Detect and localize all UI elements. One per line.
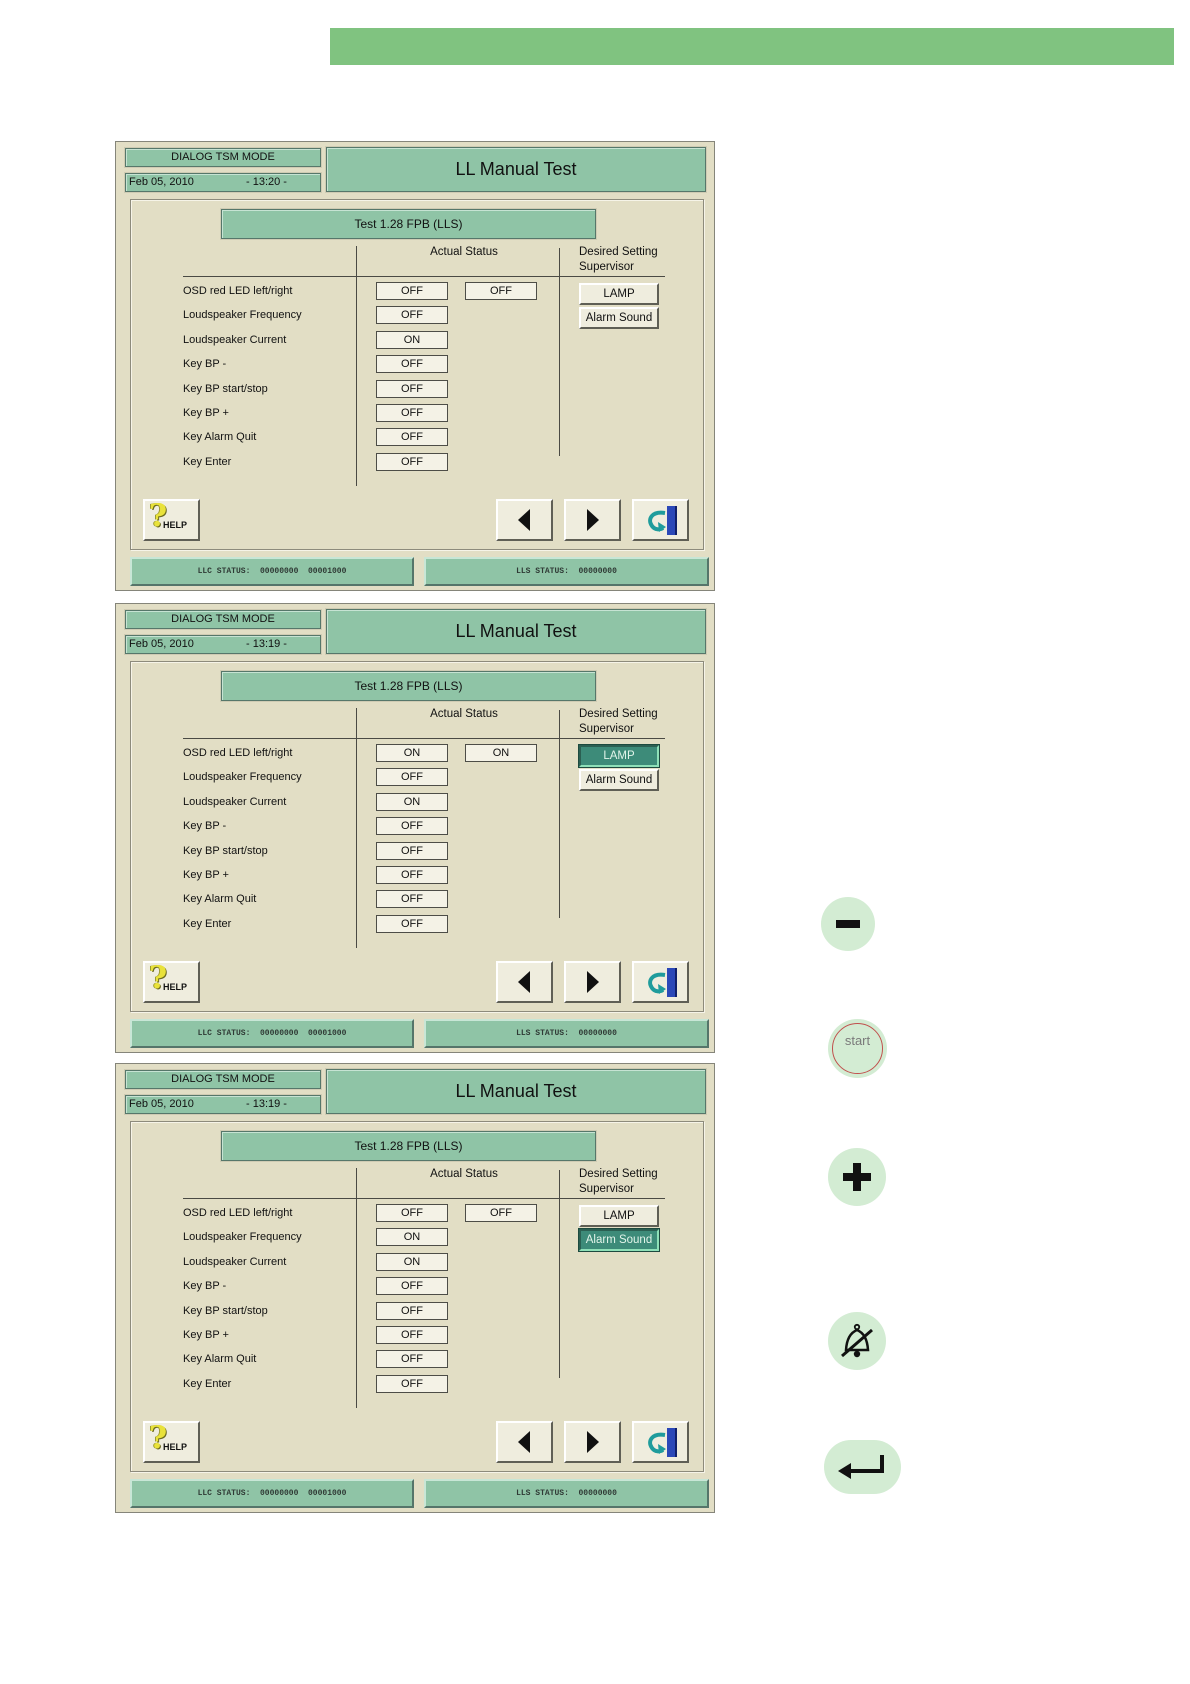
test-label: Test 1.28 FPB (LLS) <box>221 209 596 239</box>
lamp-button[interactable]: LAMP <box>579 283 659 305</box>
desired-setting-header: Desired Setting <box>579 708 658 720</box>
row-label: Key BP + <box>183 1329 229 1341</box>
actual-status-value: OFF <box>376 428 448 446</box>
previous-button[interactable] <box>496 961 553 1003</box>
actual-status-value: OFF <box>376 355 448 373</box>
alarm-sound-button[interactable]: Alarm Sound <box>579 769 659 791</box>
alarm-quit-key-icon <box>828 1312 886 1370</box>
supervisor-header: Supervisor <box>579 1183 634 1195</box>
llc-status-bar: LLC STATUS: 00000000 00001000 <box>130 1479 414 1508</box>
column-divider <box>559 1170 560 1378</box>
actual-status-value: OFF <box>376 380 448 398</box>
test-label: Test 1.28 FPB (LLS) <box>221 1131 596 1161</box>
help-button[interactable] <box>143 499 200 541</box>
previous-button[interactable] <box>496 499 553 541</box>
row-label: OSD red LED left/right <box>183 1207 293 1219</box>
alarm-sound-button[interactable]: Alarm Sound <box>579 307 659 329</box>
mode-indicator: DIALOG TSM MODE <box>125 610 321 629</box>
minus-key-icon <box>821 897 875 951</box>
next-button[interactable] <box>564 1421 621 1463</box>
actual-status-value: OFF <box>376 1302 448 1320</box>
arrow-left-icon <box>498 963 551 1001</box>
column-divider <box>356 246 357 486</box>
actual-status-header: Actual Status <box>430 246 498 258</box>
row-label: Key Alarm Quit <box>183 893 257 905</box>
header-divider <box>183 276 665 277</box>
row-label: OSD red LED left/right <box>183 747 293 759</box>
llc-status-bar: LLC STATUS: 00000000 00001000 <box>130 557 414 586</box>
exit-button[interactable] <box>632 1421 689 1463</box>
row-label: Key Enter <box>183 456 232 468</box>
actual-status-value: OFF <box>376 915 448 933</box>
actual-status-value: OFF <box>376 768 448 786</box>
row-label: Key Alarm Quit <box>183 431 257 443</box>
actual-status-value-2: OFF <box>465 1204 537 1222</box>
arrow-left-icon <box>498 501 551 539</box>
row-label: Key BP start/stop <box>183 1305 268 1317</box>
actual-status-value: OFF <box>376 1350 448 1368</box>
exit-door-icon <box>634 1423 687 1461</box>
actual-status-value: OFF <box>376 842 448 860</box>
page-header-bar <box>330 28 1174 65</box>
row-label: Key BP start/stop <box>183 383 268 395</box>
actual-status-value-2: OFF <box>465 282 537 300</box>
time-text: - 13:19 - <box>246 638 287 650</box>
start-key-ring <box>832 1023 883 1074</box>
supervisor-header: Supervisor <box>579 261 634 273</box>
mode-indicator: DIALOG TSM MODE <box>125 148 321 167</box>
actual-status-value: ON <box>376 744 448 762</box>
actual-status-value: ON <box>376 331 448 349</box>
mode-indicator: DIALOG TSM MODE <box>125 1070 321 1089</box>
row-label: Loudspeaker Frequency <box>183 309 302 321</box>
row-label: Key BP start/stop <box>183 845 268 857</box>
enter-key-icon <box>824 1440 901 1494</box>
screen-panel <box>115 1063 715 1513</box>
arrow-left-icon <box>498 1423 551 1461</box>
screen-title: LL Manual Test <box>326 147 706 192</box>
row-label: Key BP - <box>183 820 227 832</box>
actual-status-value: OFF <box>376 282 448 300</box>
column-divider <box>559 248 560 456</box>
supervisor-header: Supervisor <box>579 723 634 735</box>
date-text: Feb 05, 2010 <box>129 176 194 188</box>
row-label: Loudspeaker Frequency <box>183 771 302 783</box>
screen-panel <box>115 603 715 1053</box>
llc-status-bar: LLC STATUS: 00000000 00001000 <box>130 1019 414 1048</box>
row-label: Loudspeaker Current <box>183 334 287 346</box>
row-label: Key Enter <box>183 1378 232 1390</box>
row-label: Key BP + <box>183 407 229 419</box>
row-label: Key Alarm Quit <box>183 1353 257 1365</box>
actual-status-value: OFF <box>376 817 448 835</box>
start-key-label: start <box>844 1033 871 1048</box>
arrow-right-icon <box>566 963 619 1001</box>
desired-setting-header: Desired Setting <box>579 246 658 258</box>
header-divider <box>183 1198 665 1199</box>
row-label: Key BP - <box>183 1280 227 1292</box>
previous-button[interactable] <box>496 1421 553 1463</box>
actual-status-value: ON <box>376 1228 448 1246</box>
plus-key-icon <box>828 1148 886 1206</box>
actual-status-header: Actual Status <box>430 1168 498 1180</box>
actual-status-value: OFF <box>376 306 448 324</box>
date-text: Feb 05, 2010 <box>129 638 194 650</box>
lls-status-bar: LLS STATUS: 00000000 <box>424 1479 709 1508</box>
actual-status-value: OFF <box>376 1277 448 1295</box>
actual-status-value: OFF <box>376 890 448 908</box>
actual-status-header: Actual Status <box>430 708 498 720</box>
lamp-button[interactable]: LAMP <box>579 745 659 767</box>
exit-door-icon <box>634 501 687 539</box>
actual-status-value: ON <box>376 1253 448 1271</box>
column-divider <box>356 708 357 948</box>
desired-setting-header: Desired Setting <box>579 1168 658 1180</box>
row-label: Loudspeaker Current <box>183 796 287 808</box>
actual-status-value-2: ON <box>465 744 537 762</box>
row-label: Loudspeaker Frequency <box>183 1231 302 1243</box>
row-label: Loudspeaker Current <box>183 1256 287 1268</box>
column-divider <box>559 710 560 918</box>
header-divider <box>183 738 665 739</box>
screen-panel <box>115 141 715 591</box>
actual-status-value: OFF <box>376 1204 448 1222</box>
row-label: OSD red LED left/right <box>183 285 293 297</box>
row-label: Key BP - <box>183 358 227 370</box>
lls-status-bar: LLS STATUS: 00000000 <box>424 557 709 586</box>
arrow-right-icon <box>566 501 619 539</box>
exit-door-icon <box>634 963 687 1001</box>
date-time-display <box>125 173 321 192</box>
time-text: - 13:19 - <box>246 1098 287 1110</box>
screen-title: LL Manual Test <box>326 1069 706 1114</box>
row-label: Key Enter <box>183 918 232 930</box>
test-label: Test 1.28 FPB (LLS) <box>221 671 596 701</box>
actual-status-value: OFF <box>376 1375 448 1393</box>
help-button[interactable] <box>143 1421 200 1463</box>
help-button[interactable] <box>143 961 200 1003</box>
help-label: HELP <box>163 520 188 530</box>
alarm-sound-button[interactable]: Alarm Sound <box>579 1229 659 1251</box>
next-button[interactable] <box>564 961 621 1003</box>
date-time-display <box>125 1095 321 1114</box>
date-text: Feb 05, 2010 <box>129 1098 194 1110</box>
start-stop-key-icon <box>828 1019 887 1078</box>
help-label: HELP <box>163 982 188 992</box>
actual-status-value: ON <box>376 793 448 811</box>
help-label: HELP <box>163 1442 188 1452</box>
arrow-right-icon <box>566 1423 619 1461</box>
lls-status-bar: LLS STATUS: 00000000 <box>424 1019 709 1048</box>
actual-status-value: OFF <box>376 1326 448 1344</box>
exit-button[interactable] <box>632 961 689 1003</box>
row-label: Key BP + <box>183 869 229 881</box>
actual-status-value: OFF <box>376 866 448 884</box>
exit-button[interactable] <box>632 499 689 541</box>
next-button[interactable] <box>564 499 621 541</box>
column-divider <box>356 1168 357 1408</box>
actual-status-value: OFF <box>376 453 448 471</box>
screen-title: LL Manual Test <box>326 609 706 654</box>
date-time-display <box>125 635 321 654</box>
actual-status-value: OFF <box>376 404 448 422</box>
lamp-button[interactable]: LAMP <box>579 1205 659 1227</box>
time-text: - 13:20 - <box>246 176 287 188</box>
